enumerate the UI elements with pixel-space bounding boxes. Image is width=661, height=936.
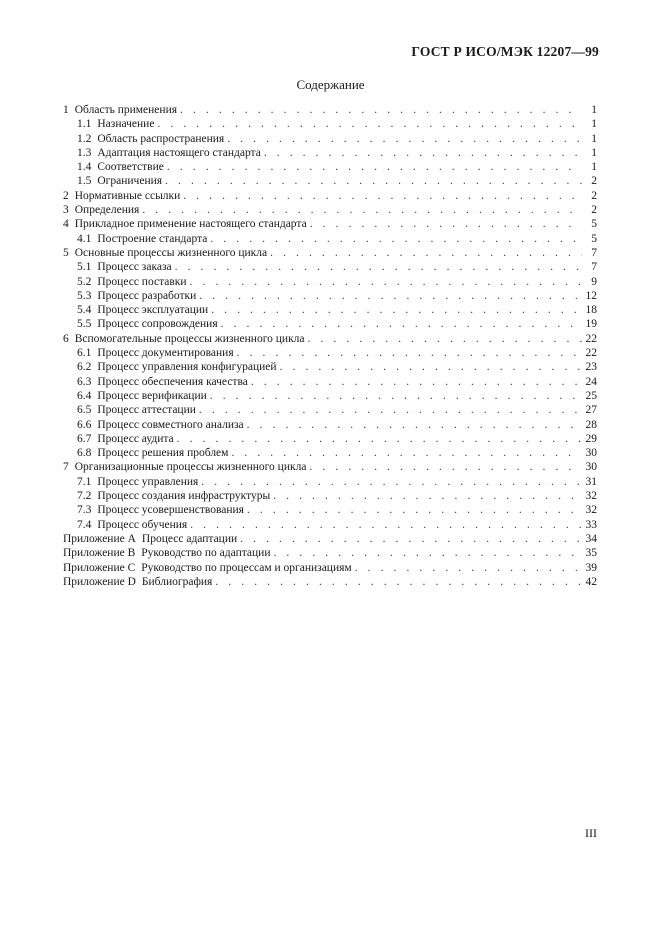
dot-leader xyxy=(175,260,582,274)
toc-entry-title: Руководство по адаптации xyxy=(141,547,271,560)
toc-entry xyxy=(63,546,597,560)
toc-entry-number: 6.2 xyxy=(77,361,92,374)
toc-entry-page: 1 xyxy=(591,118,597,131)
toc-entry-number: 5 xyxy=(63,246,69,259)
toc-entry-page: 19 xyxy=(585,318,597,331)
toc-entry-title: Назначение xyxy=(97,118,155,131)
dot-leader xyxy=(264,146,582,160)
toc-entry-number: 1.2 xyxy=(77,132,92,145)
toc-title: Содержание xyxy=(296,77,365,92)
toc-entry-number: 1.1 xyxy=(77,118,92,131)
toc-entry-number: Приложение В xyxy=(63,547,136,560)
toc-entry-number: 2 xyxy=(63,189,69,202)
toc-entry-page: 12 xyxy=(585,289,597,302)
toc-entry-number: 6.7 xyxy=(77,432,92,445)
toc-entry xyxy=(63,475,597,489)
toc-entry-title: Процесс обучения xyxy=(97,518,188,531)
toc-entry xyxy=(63,389,597,403)
toc-entry-page: 29 xyxy=(585,432,597,445)
toc-entry-page: 1 xyxy=(591,161,597,174)
toc-entry-number: 1.4 xyxy=(77,161,92,174)
toc-entry-number: 5.1 xyxy=(77,261,92,274)
toc-entry-number: 4.1 xyxy=(77,232,92,245)
toc-entry xyxy=(63,403,597,417)
dot-leader xyxy=(201,475,582,489)
toc-entry-number: 4 xyxy=(63,218,69,231)
toc-entry xyxy=(63,174,597,188)
toc-entry-page: 18 xyxy=(585,304,597,317)
toc-entry-number: 7.2 xyxy=(77,490,92,503)
dot-leader xyxy=(280,360,582,374)
dot-leader xyxy=(309,460,582,474)
toc-entry-number: 6.3 xyxy=(77,375,92,388)
toc-entry-number: 7.1 xyxy=(77,475,92,488)
toc-entry xyxy=(63,275,597,289)
toc-entry-title: Процесс аудита xyxy=(97,432,174,445)
toc-entry-page: 24 xyxy=(585,375,597,388)
toc-entry-number: 3 xyxy=(63,204,69,217)
toc-entry-title: Процесс сопровождения xyxy=(97,318,218,331)
toc-entry-title: Процесс поставки xyxy=(97,275,187,288)
toc-entry xyxy=(63,532,597,546)
toc-entry xyxy=(63,432,597,446)
toc-entry xyxy=(63,217,597,231)
toc-entry xyxy=(63,132,597,146)
toc-entry-page: 33 xyxy=(585,518,597,531)
dot-leader xyxy=(177,432,582,446)
dot-leader xyxy=(247,418,582,432)
toc-entry xyxy=(63,260,597,274)
toc-entry-title: Процесс управления xyxy=(97,475,199,488)
toc-entry-title: Руководство по процессам и организациям xyxy=(141,561,352,574)
toc-entry-title: Область распространения xyxy=(97,132,225,145)
toc-entry-page: 22 xyxy=(585,347,597,360)
toc-entry-title: Вспомогательные процессы жизненного цикла xyxy=(74,332,305,345)
dot-leader xyxy=(221,317,582,331)
toc-entry-title: Процесс создания инфраструктуры xyxy=(97,490,271,503)
toc-entry xyxy=(63,375,597,389)
toc-entry-page: 5 xyxy=(591,232,597,245)
toc-entry-page: 32 xyxy=(585,490,597,503)
toc-entry xyxy=(63,160,597,174)
toc-entry xyxy=(63,575,597,589)
dot-leader xyxy=(308,332,583,346)
toc-entry xyxy=(63,489,597,503)
toc-entry-title: Процесс управления конфигурацией xyxy=(97,361,277,374)
toc-entry-page: 30 xyxy=(585,447,597,460)
toc-entry-title: Процесс аттестации xyxy=(97,404,196,417)
toc-entry-title: Определения xyxy=(74,204,140,217)
toc-entry xyxy=(63,518,597,532)
toc-entry xyxy=(63,146,597,160)
toc-entry-number: 5.2 xyxy=(77,275,92,288)
dot-leader xyxy=(142,203,582,217)
dot-leader xyxy=(167,160,582,174)
toc-entry-number: Приложение А xyxy=(63,532,136,545)
toc-entry xyxy=(63,360,597,374)
toc-entry-title: Библиография xyxy=(141,575,213,588)
toc-entry-title: Построение стандарта xyxy=(97,232,208,245)
toc-entry-title: Процесс решения проблем xyxy=(97,447,229,460)
dot-leader xyxy=(247,503,582,517)
dot-leader xyxy=(240,532,582,546)
toc-entry xyxy=(63,203,597,217)
dot-leader xyxy=(165,174,582,188)
toc-entry-title: Адаптация настоящего стандарта xyxy=(97,146,261,159)
toc-entry-title: Прикладное применение настоящего стандарта xyxy=(74,218,307,231)
toc-entry-title: Нормативные ссылки xyxy=(74,189,181,202)
dot-leader xyxy=(273,546,582,560)
toc-entry xyxy=(63,303,597,317)
dot-leader xyxy=(355,561,582,575)
toc-entry-number: 6.8 xyxy=(77,447,92,460)
toc-entry-page: 28 xyxy=(585,418,597,431)
toc-entry-page: 34 xyxy=(585,532,597,545)
dot-leader xyxy=(199,289,582,303)
toc-entry-number: 6.5 xyxy=(77,404,92,417)
toc-entry xyxy=(63,446,597,460)
dot-leader xyxy=(215,575,582,589)
toc-entry-page: 30 xyxy=(585,461,597,474)
dot-leader xyxy=(180,103,582,117)
toc-entry xyxy=(63,189,597,203)
toc-entry-number: 6 xyxy=(63,332,69,345)
toc-entry-page: 25 xyxy=(585,389,597,402)
toc-entry xyxy=(63,346,597,360)
toc-entry-page: 2 xyxy=(591,189,597,202)
toc-entry-title: Ограничения xyxy=(97,175,163,188)
toc-entry-title: Процесс верификации xyxy=(97,389,207,402)
toc-entry-number: 5.5 xyxy=(77,318,92,331)
dot-leader xyxy=(199,403,582,417)
dot-leader xyxy=(310,217,582,231)
dot-leader xyxy=(270,246,582,260)
dot-leader xyxy=(227,132,582,146)
toc-entry-page: 1 xyxy=(591,146,597,159)
toc-entry xyxy=(63,332,597,346)
toc-entry-number: 5.3 xyxy=(77,289,92,302)
toc-entry-number: 1 xyxy=(63,104,69,116)
toc-entry-number: 1.5 xyxy=(77,175,92,188)
toc-entry-number: 7.3 xyxy=(77,504,92,517)
toc-entry xyxy=(63,503,597,517)
toc-entry-page: 7 xyxy=(591,261,597,274)
toc-entry-page: 1 xyxy=(591,104,597,116)
standard-header: ГОСТ Р ИСО/МЭК 12207—99 xyxy=(411,44,599,59)
toc-entry xyxy=(63,289,597,303)
page-number: III xyxy=(585,826,597,840)
toc-entry-title: Процесс адаптации xyxy=(141,532,238,545)
dot-leader xyxy=(183,189,582,203)
dot-leader xyxy=(190,518,582,532)
toc-entry-page: 42 xyxy=(585,575,597,588)
toc-entry-page: 5 xyxy=(591,218,597,231)
toc-entry-page: 2 xyxy=(591,204,597,217)
toc-entry-title: Процесс заказа xyxy=(97,261,172,274)
toc-entry-page: 27 xyxy=(585,404,597,417)
toc-entry-page: 35 xyxy=(585,547,597,560)
toc-entry-page: 23 xyxy=(585,361,597,374)
toc-entry-page: 2 xyxy=(591,175,597,188)
toc-entry-page: 39 xyxy=(585,561,597,574)
toc-entry-page: 32 xyxy=(585,504,597,517)
dot-leader xyxy=(237,346,582,360)
toc-entry xyxy=(63,317,597,331)
toc-entry-number: 6.4 xyxy=(77,389,92,402)
toc-entry-number: 5.4 xyxy=(77,304,92,317)
dot-leader xyxy=(210,389,582,403)
dot-leader xyxy=(251,375,582,389)
dot-leader xyxy=(210,232,582,246)
dot-leader xyxy=(273,489,582,503)
toc-entry xyxy=(63,117,597,131)
toc-entry xyxy=(63,561,597,575)
toc-entry-title: Процесс документирования xyxy=(97,347,234,360)
table-of-contents xyxy=(63,103,597,589)
toc-entry xyxy=(63,246,597,260)
toc-entry-number: Приложение С xyxy=(63,561,136,574)
toc-entry-number: 6.1 xyxy=(77,347,92,360)
toc-entry-page: 7 xyxy=(591,246,597,259)
toc-entry-page: 1 xyxy=(591,132,597,145)
toc-entry xyxy=(63,232,597,246)
toc-entry-title: Соответствие xyxy=(97,161,164,174)
toc-entry xyxy=(63,460,597,474)
toc-entry-number: 7.4 xyxy=(77,518,92,531)
toc-entry-number: 6.6 xyxy=(77,418,92,431)
dot-leader xyxy=(190,275,582,289)
toc-entry-page: 9 xyxy=(591,275,597,288)
toc-entry-title: Процесс усовершенствования xyxy=(97,504,244,517)
toc-entry-title: Процесс обеспечения качества xyxy=(97,375,248,388)
toc-entry-title: Процесс совместного анализа xyxy=(97,418,244,431)
dot-leader xyxy=(211,303,582,317)
toc-entry-title: Область применения xyxy=(74,104,178,116)
toc-entry-number: 7 xyxy=(63,461,69,474)
toc-entry-page: 31 xyxy=(585,475,597,488)
dot-leader xyxy=(231,446,582,460)
toc-entry-page: 22 xyxy=(585,332,597,345)
toc-entry-number: 1.3 xyxy=(77,146,92,159)
toc-entry-title: Процесс эксплуатации xyxy=(97,304,209,317)
toc-entry xyxy=(63,103,597,117)
toc-entry xyxy=(63,418,597,432)
dot-leader xyxy=(157,117,582,131)
toc-entry-title: Процесс разработки xyxy=(97,289,197,302)
toc-entry-title: Организационные процессы жизненного цикла xyxy=(74,461,307,474)
toc-entry-title: Основные процессы жизненного цикла xyxy=(74,246,268,259)
toc-entry-number: Приложение D xyxy=(63,575,136,588)
